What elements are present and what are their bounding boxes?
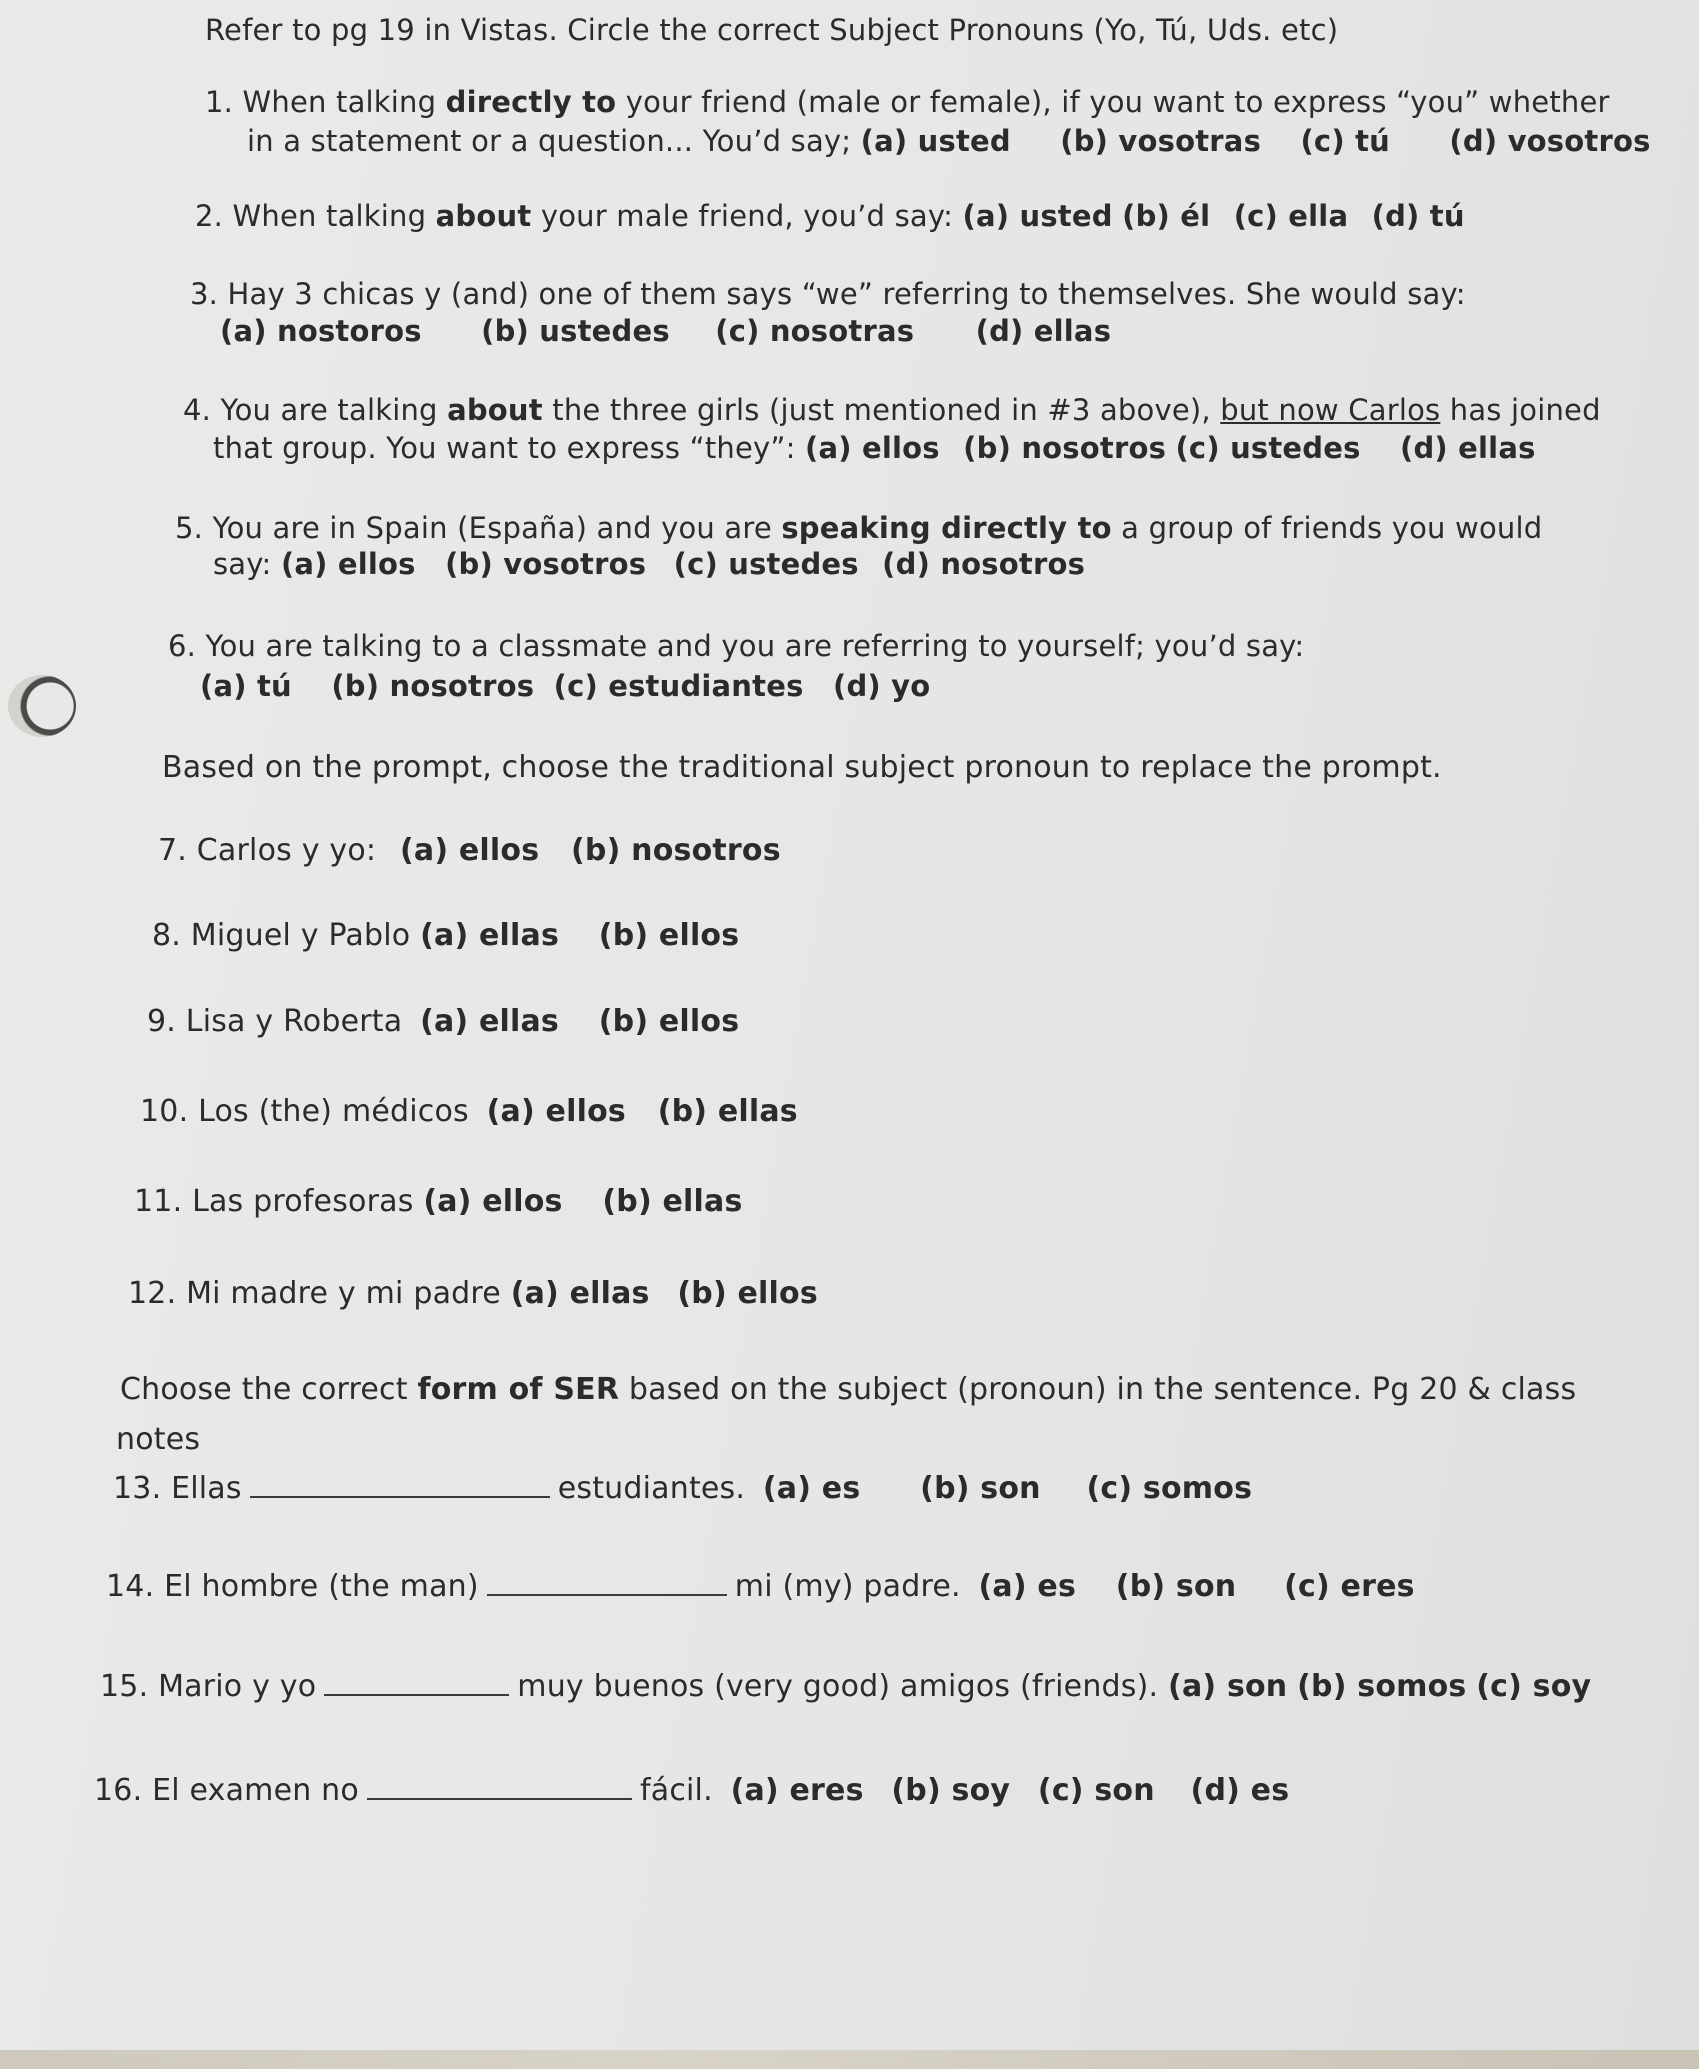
question-3-line-2 [220, 313, 1111, 349]
option-b[interactable]: (b) son [920, 1471, 1041, 1506]
option-a[interactable]: (a) tú [200, 669, 292, 703]
question-4-line-1 [183, 392, 1601, 428]
option-a[interactable]: (a) nostoros [220, 314, 422, 348]
question-number: 2. [195, 199, 224, 233]
question-text: in a statement or a question... You’d say; [247, 124, 852, 158]
option-d[interactable]: (d) vosotros [1449, 124, 1651, 158]
option-b[interactable]: (b) nosotros [571, 833, 781, 868]
option-c[interactable]: (c) somos [1086, 1471, 1253, 1506]
question-number: 13. [113, 1471, 162, 1506]
option-b[interactable]: (b) vosotras [1060, 124, 1262, 158]
question-1-line-1 [205, 84, 1610, 120]
question-text: You are talking [220, 393, 448, 427]
question-7 [158, 833, 781, 869]
question-prompt: Mi madre y mi padre [186, 1276, 501, 1311]
option-a[interactable]: (a) ellos [486, 1094, 626, 1129]
instruction-2: Based on the prompt, choose the traditional subject pronoun to replace the prompt. [162, 750, 1442, 785]
question-number: 4. [183, 393, 212, 427]
option-d[interactable]: (d) yo [832, 669, 931, 703]
question-number: 8. [152, 918, 182, 953]
option-b[interactable]: (b) ellas [602, 1184, 743, 1219]
option-b[interactable]: (b) ellos [598, 918, 740, 953]
question-text: You are talking to a classmate and you are referring to yourself; you’d say: [205, 629, 1305, 663]
option-a[interactable]: (a) son [1168, 1669, 1288, 1704]
question-prompt: Las profesoras [192, 1184, 414, 1219]
question-15 [100, 1668, 1591, 1705]
option-b[interactable]: (b) ellos [677, 1276, 818, 1311]
option-b[interactable]: (b) ellas [657, 1094, 798, 1129]
question-prompt: mi (my) padre. [734, 1569, 961, 1604]
option-c[interactable]: (c) ustedes [1175, 431, 1361, 465]
question-number: 10. [140, 1094, 189, 1129]
option-b[interactable]: (b) somos [1297, 1669, 1467, 1704]
option-a[interactable]: (a) usted [962, 199, 1113, 233]
answer-blank[interactable] [324, 1668, 509, 1696]
option-c[interactable]: (c) son [1037, 1773, 1155, 1808]
emphasis: about [435, 199, 532, 233]
answer-blank[interactable] [250, 1470, 550, 1498]
question-text: your friend (male or female), if you want to express “you” whether [616, 85, 1610, 119]
option-a[interactable]: (a) ellos [805, 431, 940, 465]
option-b[interactable]: (b) soy [891, 1773, 1011, 1808]
question-prompt: Miguel y Pablo [190, 918, 411, 953]
option-b[interactable]: (b) nosotros [963, 431, 1167, 465]
option-a[interactable]: (a) usted [860, 124, 1011, 158]
option-d[interactable]: (d) ellas [1400, 431, 1536, 465]
option-b[interactable]: (b) nosotros [331, 669, 535, 703]
option-c[interactable]: (c) ella [1233, 199, 1349, 233]
question-number: 7. [158, 833, 188, 868]
option-a[interactable]: (a) eres [730, 1773, 864, 1808]
instruction-text: Choose the correct [120, 1372, 418, 1407]
option-d[interactable]: (d) tú [1371, 199, 1465, 233]
question-text: say: [213, 547, 272, 581]
question-prompt: El examen no [152, 1773, 359, 1808]
option-a[interactable]: (a) es [978, 1569, 1077, 1604]
question-prompt: estudiantes. [557, 1471, 746, 1506]
option-a[interactable]: (a) ellos [399, 833, 540, 868]
question-16 [94, 1772, 1289, 1809]
option-c[interactable]: (c) estudiantes [553, 669, 804, 703]
answer-blank[interactable] [487, 1568, 727, 1596]
question-10 [140, 1094, 798, 1130]
question-text: that group. You want to express “they”: [213, 431, 796, 465]
question-1-line-2 [247, 123, 1651, 159]
question-number: 16. [94, 1773, 143, 1808]
question-number: 9. [147, 1004, 177, 1039]
emphasis: form of SER [417, 1372, 620, 1407]
question-number: 5. [175, 511, 204, 545]
table-surface [0, 2050, 1699, 2069]
question-number: 1. [205, 85, 234, 119]
option-a[interactable]: (a) es [762, 1471, 861, 1506]
option-a[interactable]: (a) ellas [510, 1276, 650, 1311]
question-text: a group of friends you would [1111, 511, 1543, 545]
question-prompt: El hombre (the man) [164, 1569, 479, 1604]
answer-blank[interactable] [367, 1772, 632, 1800]
question-8 [152, 918, 739, 954]
question-text: the three girls (just mentioned in #3 above), [542, 393, 1221, 427]
option-b[interactable]: (b) vosotros [445, 547, 647, 581]
instruction-3-line-1 [120, 1372, 1576, 1408]
emphasis: about [447, 393, 543, 427]
question-6-line-2 [200, 668, 930, 704]
question-prompt: fácil. [639, 1773, 713, 1808]
instruction-text: based on the subject (pronoun) in the sentence. Pg 20 & class [619, 1372, 1577, 1407]
option-b[interactable]: (b) son [1115, 1569, 1237, 1604]
question-number: 6. [168, 629, 197, 663]
punch-hole [8, 675, 76, 737]
question-number: 15. [100, 1669, 149, 1704]
option-d[interactable]: (d) nosotros [882, 547, 1086, 581]
question-prompt: Carlos y yo: [196, 833, 377, 868]
option-b[interactable]: (b) ustedes [481, 314, 670, 348]
question-number: 12. [128, 1276, 177, 1311]
option-c[interactable]: (c) nosotras [715, 314, 915, 348]
question-2 [195, 198, 1465, 234]
instruction-3-line-2: notes [116, 1422, 201, 1457]
option-c[interactable]: (c) soy [1476, 1669, 1592, 1704]
question-9 [147, 1004, 739, 1040]
question-5-line-1 [175, 510, 1542, 546]
question-6-line-1 [168, 628, 1304, 664]
option-b[interactable]: (b) ellos [598, 1004, 740, 1039]
option-c[interactable]: (c) tú [1300, 124, 1390, 158]
question-4-line-2 [213, 430, 1536, 466]
question-12 [128, 1276, 818, 1312]
question-prompt: Lisa y Roberta [185, 1004, 403, 1039]
option-d[interactable]: (d) ellas [975, 314, 1112, 348]
option-c[interactable]: (c) ustedes [673, 547, 859, 581]
option-d[interactable]: (d) es [1190, 1773, 1290, 1808]
option-a[interactable]: (a) ellas [420, 1004, 559, 1039]
option-a[interactable]: (a) ellos [280, 547, 416, 581]
question-text: your male friend, you’d say: [531, 199, 954, 233]
question-prompt: Mario y yo [158, 1669, 317, 1704]
underlined-text: but now Carlos [1220, 393, 1441, 427]
option-c[interactable]: (c) eres [1284, 1569, 1415, 1604]
option-a[interactable]: (a) ellas [420, 918, 560, 953]
question-prompt: Los (the) médicos [198, 1094, 469, 1129]
question-text: When talking [232, 199, 436, 233]
question-13 [113, 1470, 1252, 1507]
question-number: 14. [106, 1569, 155, 1604]
question-number: 11. [134, 1184, 183, 1219]
option-a[interactable]: (a) ellos [423, 1184, 563, 1219]
emphasis: speaking directly to [781, 511, 1112, 545]
question-number: 3. [190, 277, 219, 311]
question-3-line-1 [190, 276, 1466, 312]
question-11 [134, 1184, 743, 1220]
emphasis: directly to [445, 85, 617, 119]
question-5-line-2 [213, 546, 1085, 582]
question-text: You are in Spain (España) and you are [212, 511, 782, 545]
question-text: has joined [1440, 393, 1601, 427]
question-text: When talking [242, 85, 446, 119]
question-14 [106, 1568, 1415, 1605]
instruction-1: Refer to pg 19 in Vistas. Circle the correct Subject Pronouns (Yo, Tú, Uds. etc) [205, 13, 1339, 47]
option-b[interactable]: (b) él [1122, 199, 1211, 233]
question-prompt: Ellas [171, 1471, 242, 1506]
question-prompt: muy buenos (very good) amigos (friends). [517, 1669, 1159, 1704]
question-text: Hay 3 chicas y (and) one of them says “we” referring to themselves. She would say: [227, 277, 1466, 311]
